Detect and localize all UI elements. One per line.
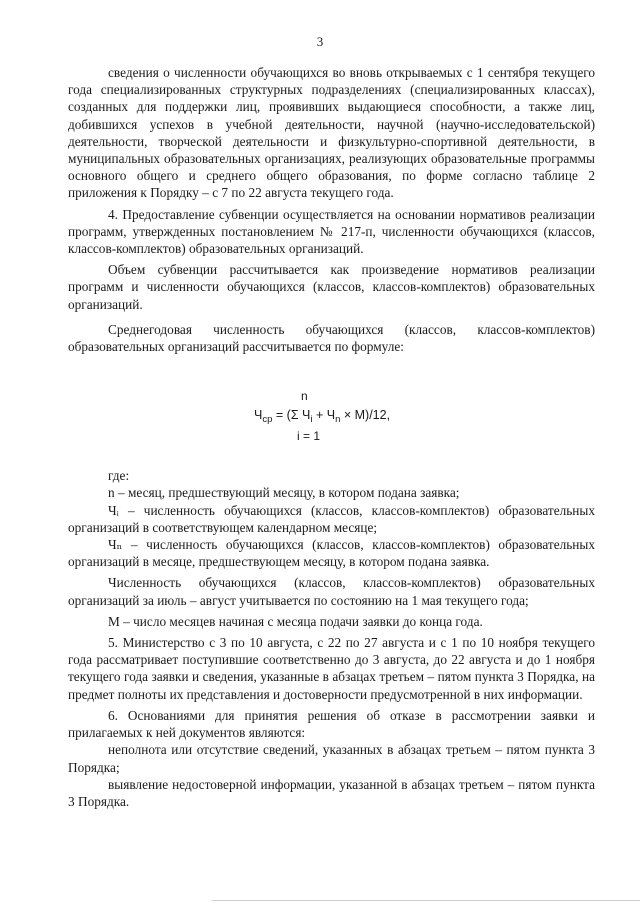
document-body <box>68 64 595 810</box>
sum-upper-limit: n <box>301 389 308 404</box>
definition-m: М – число месяцев начиная с месяца подачи заявки до конца года. <box>108 613 483 629</box>
paragraph-average-count: Среднегодовая численность обучающихся (классов, классов-комплектов) образовательных организаций рассчитывается по формуле: <box>68 321 595 355</box>
formula-term-i: Ч <box>302 408 311 423</box>
paragraph-july-august: Численность обучающихся (классов, классов-комплектов) образовательных организаций за июль – август учитывается по состоянию на 1 мая текущего года; <box>68 575 595 608</box>
paragraph-false-information: выявление недостоверной информации, указанной в абзацах третьем – пятом пункта 3 Порядка. <box>68 776 595 809</box>
formula-expression <box>254 407 390 425</box>
sigma-symbol: Σ <box>290 408 299 423</box>
formula-term-n-subscript: n <box>335 414 341 426</box>
formula-plus: + <box>312 408 327 423</box>
paragraph-submission-info: сведения о численности обучающихся во вновь открываемых с 1 сентября текущего года специализированных структурных подразделениях (специализированных классах), созданных для поддержки лиц, проявивших выдающиеся способности, а также лиц, добившихся успехов в учебной деятельности, научной (научно-исследовательской) деятельности, творческой деятельности и физкультурно-спортивной деятельности, в муниципальных образовательных организациях, реализующих образовательные программы основного общего и среднего общего образования, по форме согласно таблице 2 приложения к Порядку – с 7 по 22 августа текущего года. <box>68 65 595 201</box>
paragraph-item-5: 5. Министерство с 3 по 10 августа, с 22 по 27 августа и с 1 по 10 ноября текущего года рассматривает поступившие соответственно до 3 августа, до 22 августа и до 1 ноября текущего года заявки и сведения, указанные в абзацах третьем – пятом пункта 3 Порядка, на предмет полноты их представления и достоверности предусмотренной в них информации. <box>68 635 595 702</box>
paragraph-item-6: 6. Основаниями для принятия решения об отказе в рассмотрении заявки и прилагаемых к ней документов являются: <box>68 707 595 741</box>
where-label: где: <box>108 468 130 484</box>
formula-equals: = ( <box>272 408 291 423</box>
formula-lhs-subscript: ср <box>262 414 273 426</box>
scan-edge-line <box>212 900 640 901</box>
sum-lower-limit: i = 1 <box>297 429 321 444</box>
paragraph-subvention-volume: Объем субвенции рассчитывается как произведение нормативов реализации программ и численности обучающихся (классов, классов-комплектов) образовательных организаций. <box>68 262 595 312</box>
definition-ch-i: Чᵢ – численность обучающихся (классов, классов-комплектов) образовательных организаций в соответствующем календарном месяце; <box>68 502 595 535</box>
paragraph-item-4: 4. Предоставление субвенции осуществляется на основании нормативов реализации программ, утвержденных постановлением № 217-п, численности обучающихся (классов, классов-комплектов) образовательных организаций. <box>68 206 595 257</box>
formula-term-n: Ч <box>326 408 336 423</box>
formula-tail: × М)/12, <box>340 408 391 423</box>
definition-ch-n: Чₙ – численность обучающихся (классов, классов-комплектов) образовательных организаций в месяце, предшествующем месяцу, в котором подана заявка. <box>68 537 595 570</box>
definition-n: n – месяц, предшествующий месяцу, в котором подана заявка; <box>108 485 460 501</box>
average-count-formula <box>68 355 595 467</box>
page-number: 3 <box>316 34 324 49</box>
formula-lhs: Ч <box>254 408 263 423</box>
formula-term-i-subscript: i <box>310 414 313 426</box>
paragraph-incompleteness: неполнота или отсутствие сведений, указанных в абзацах третьем – пятом пункта 3 Порядка; <box>68 742 595 775</box>
